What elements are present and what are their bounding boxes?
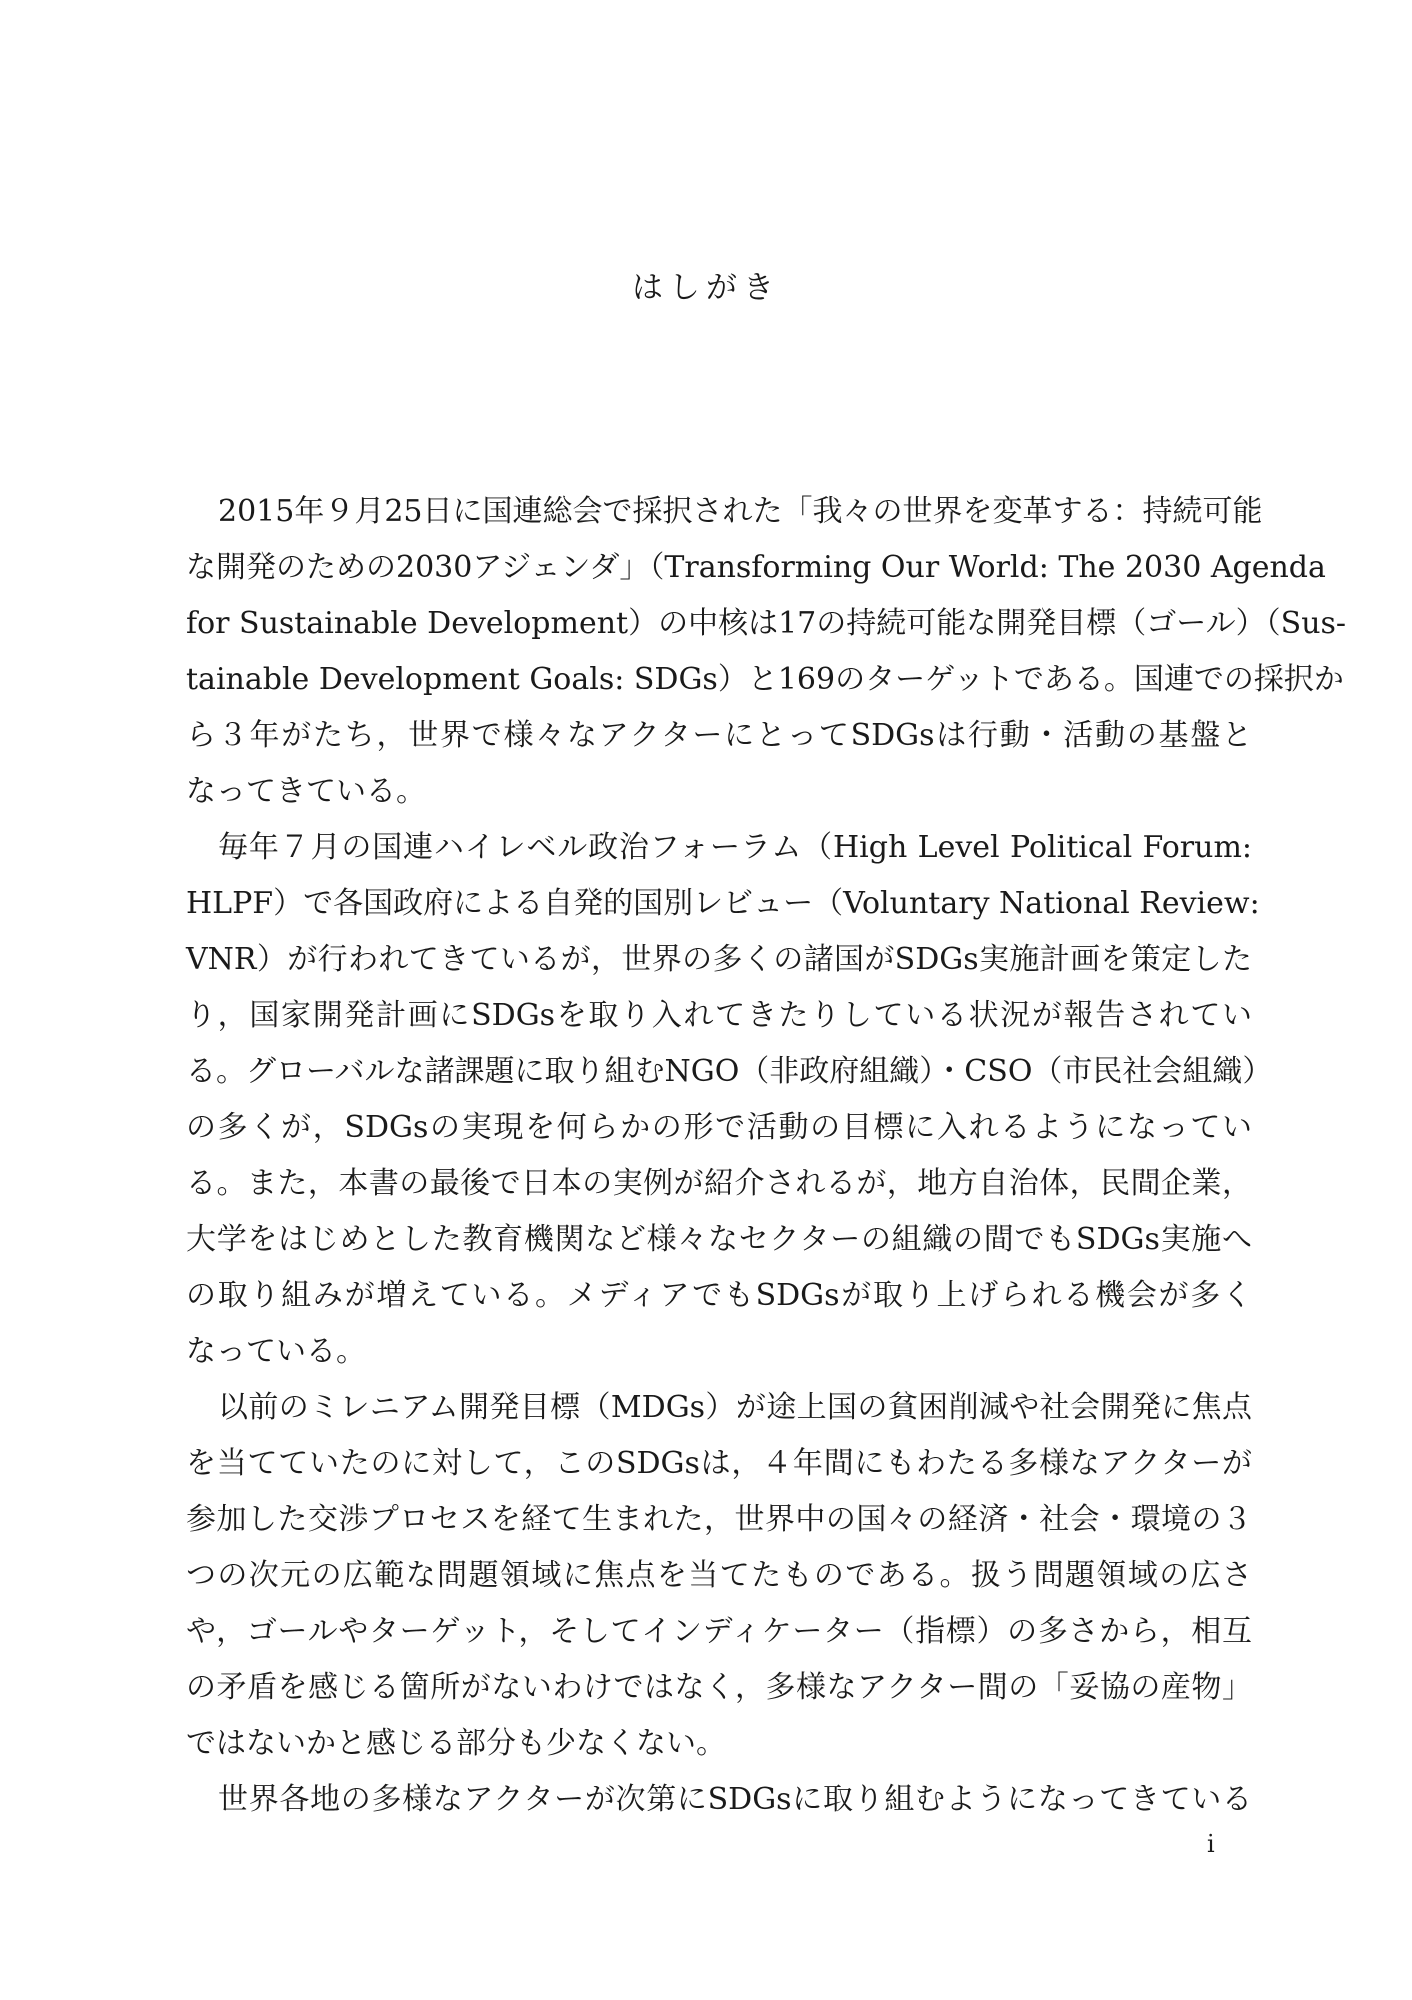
paragraph-line: 2015年９月25日に国連総会で採択された「我々の世界を変革する：持続可能 [218, 494, 1263, 529]
paragraph-line: for Sustainable Development）の中核は17の持続可能な開発目標（ゴール）（Sus- [186, 606, 1347, 641]
paragraph-line: なってきている。 [186, 774, 426, 809]
paragraph-line: の多くが，SDGsの実現を何らかの形で活動の目標に入れるようになってい [186, 1110, 1252, 1145]
paragraph-line: 毎年７月の国連ハイレベル政治フォーラム（High Level Political Forum: [218, 830, 1252, 865]
paragraph-line: 世界各地の多様なアクターが次第にSDGsに取り組むようになってきている [218, 1782, 1252, 1817]
paragraph-line: tainable Development Goals: SDGs）と169のターゲットである。国連での採択か [186, 662, 1344, 697]
paragraph-line: り，国家開発計画にSDGsを取り入れてきたりしている状況が報告されてい [186, 998, 1252, 1033]
paragraph-line: を当てていたのに対して，このSDGsは，４年間にもわたる多様なアクターが [186, 1446, 1252, 1481]
paragraph-line: ら３年がたち，世界で様々なアクターにとってSDGsは行動・活動の基盤と [186, 718, 1252, 753]
paragraph-line: や，ゴールやターゲット，そしてインディケーター（指標）の多さから，相互 [186, 1614, 1252, 1649]
body-text [186, 484, 1347, 1828]
paragraph-line: の取り組みが増えている。メディアでもSDGsが取り上げられる機会が多く [186, 1278, 1252, 1313]
page-title: はしがき [632, 270, 780, 306]
paragraph-line: つの次元の広範な問題領域に焦点を当てたものである。扱う問題領域の広さ [186, 1558, 1252, 1593]
paragraph-line: な開発のための2030アジェンダ」（Transforming Our World: The 2030 Agenda [186, 550, 1326, 585]
paragraph-line: る。また，本書の最後で日本の実例が紹介されるが，地方自治体，民間企業， [186, 1166, 1252, 1201]
paragraph-line: HLPF）で各国政府による自発的国別レビュー（Voluntary National Review: [186, 886, 1260, 921]
paragraph-line: 以前のミレニアム開発目標（MDGs）が途上国の貧困削減や社会開発に焦点 [218, 1390, 1252, 1425]
paragraph-line: VNR）が行われてきているが，世界の多くの諸国がSDGs実施計画を策定した [186, 942, 1252, 977]
paragraph-line: 参加した交渉プロセスを経て生まれた，世界中の国々の経済・社会・環境の３ [186, 1502, 1252, 1537]
paragraph-line: ではないかと感じる部分も少なくない。 [186, 1726, 726, 1761]
paragraph-line: なっている。 [186, 1334, 366, 1369]
paragraph-line: の矛盾を感じる箇所がないわけではなく，多様なアクター間の「妥協の産物」 [186, 1670, 1252, 1705]
paragraph-line: 大学をはじめとした教育機関など様々なセクターの組織の間でもSDGs実施へ [186, 1222, 1252, 1257]
paragraph-line: る。グローバルな諸課題に取り組むNGO（非政府組織）・CSO（市民社会組織） [186, 1054, 1273, 1089]
page-number: i [1207, 1830, 1215, 1858]
